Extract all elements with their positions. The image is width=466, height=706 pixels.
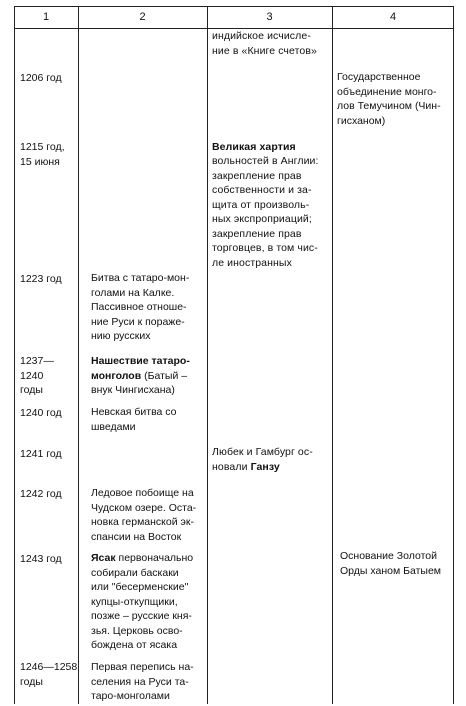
cell-rus-event [91,551,205,653]
cell-west-event-bold: Великая хартия [212,141,296,153]
cell-west-event-text: Любек и Гамбург ос- новали [212,446,313,473]
cell-date: 1215 год, 15 июня [20,141,65,168]
cell-rus-event-rest: первоначально собирали баскаки или "бесерменские" купцы-откупщики, позже – русские кня- зья. Церковь осво- бождена от ясака [91,552,194,651]
cell-date: 1243 год [20,553,62,565]
cell-rus-event-bold: Ясак [91,552,116,564]
cell-west-event: индийское исчисле- ние в «Книге счетов» [212,30,317,57]
cell-rus-event: Первая перепись на- селения на Руси та- таро-монголами [91,661,194,702]
cell-rus-event [91,354,205,398]
cell-date: 1206 год [20,72,62,84]
cell-rus-event-rest: (Батый – внук Чингисхана) [91,369,188,396]
cell-date: 1240 год [20,407,62,419]
header-col-2: 2 [139,11,146,23]
cell-west-event: вольностей в Англии: закрепление прав собственности и за- щита от произволь- ных экспроприаций; закрепление прав торговцев, в том чис- ле иностранных [212,155,319,269]
column-divider [78,6,79,704]
cell-west-event-bold: Ганзу [250,460,280,473]
cell-date: 1237—1240 годы [20,355,54,396]
cell-rus-event: Ледовое побоище на Чудском озере. Оста- новка германской эк- спансии на Восток [91,487,197,543]
cell-date: 1246—1258 годы [20,661,78,688]
column-divider [332,6,333,704]
cell-east-event: Государственное объединение монго- лов Темучином (Чин- гисханом) [337,71,441,127]
cell-east-event: Основание Золотой Орды ханом Батыем [340,550,442,577]
header-col-4: 4 [389,11,397,23]
cell-rus-event: Невская битва со шведами [91,406,177,433]
column-divider [207,6,208,704]
header-col-1: 1 [42,11,50,23]
cell-west-event [212,445,330,474]
cell-date: 1242 год [20,488,62,500]
cell-date: 1223 год [20,273,62,285]
cell-rus-event-bold: Нашествие татаро- монголов [91,355,190,382]
header-col-3: 3 [266,11,273,23]
cell-rus-event: Битва с татаро-мон- голами на Калке. Пассивное отноше- ние Руси к пораже- нию русских [91,272,190,342]
cell-date: 1241 год [20,448,62,460]
